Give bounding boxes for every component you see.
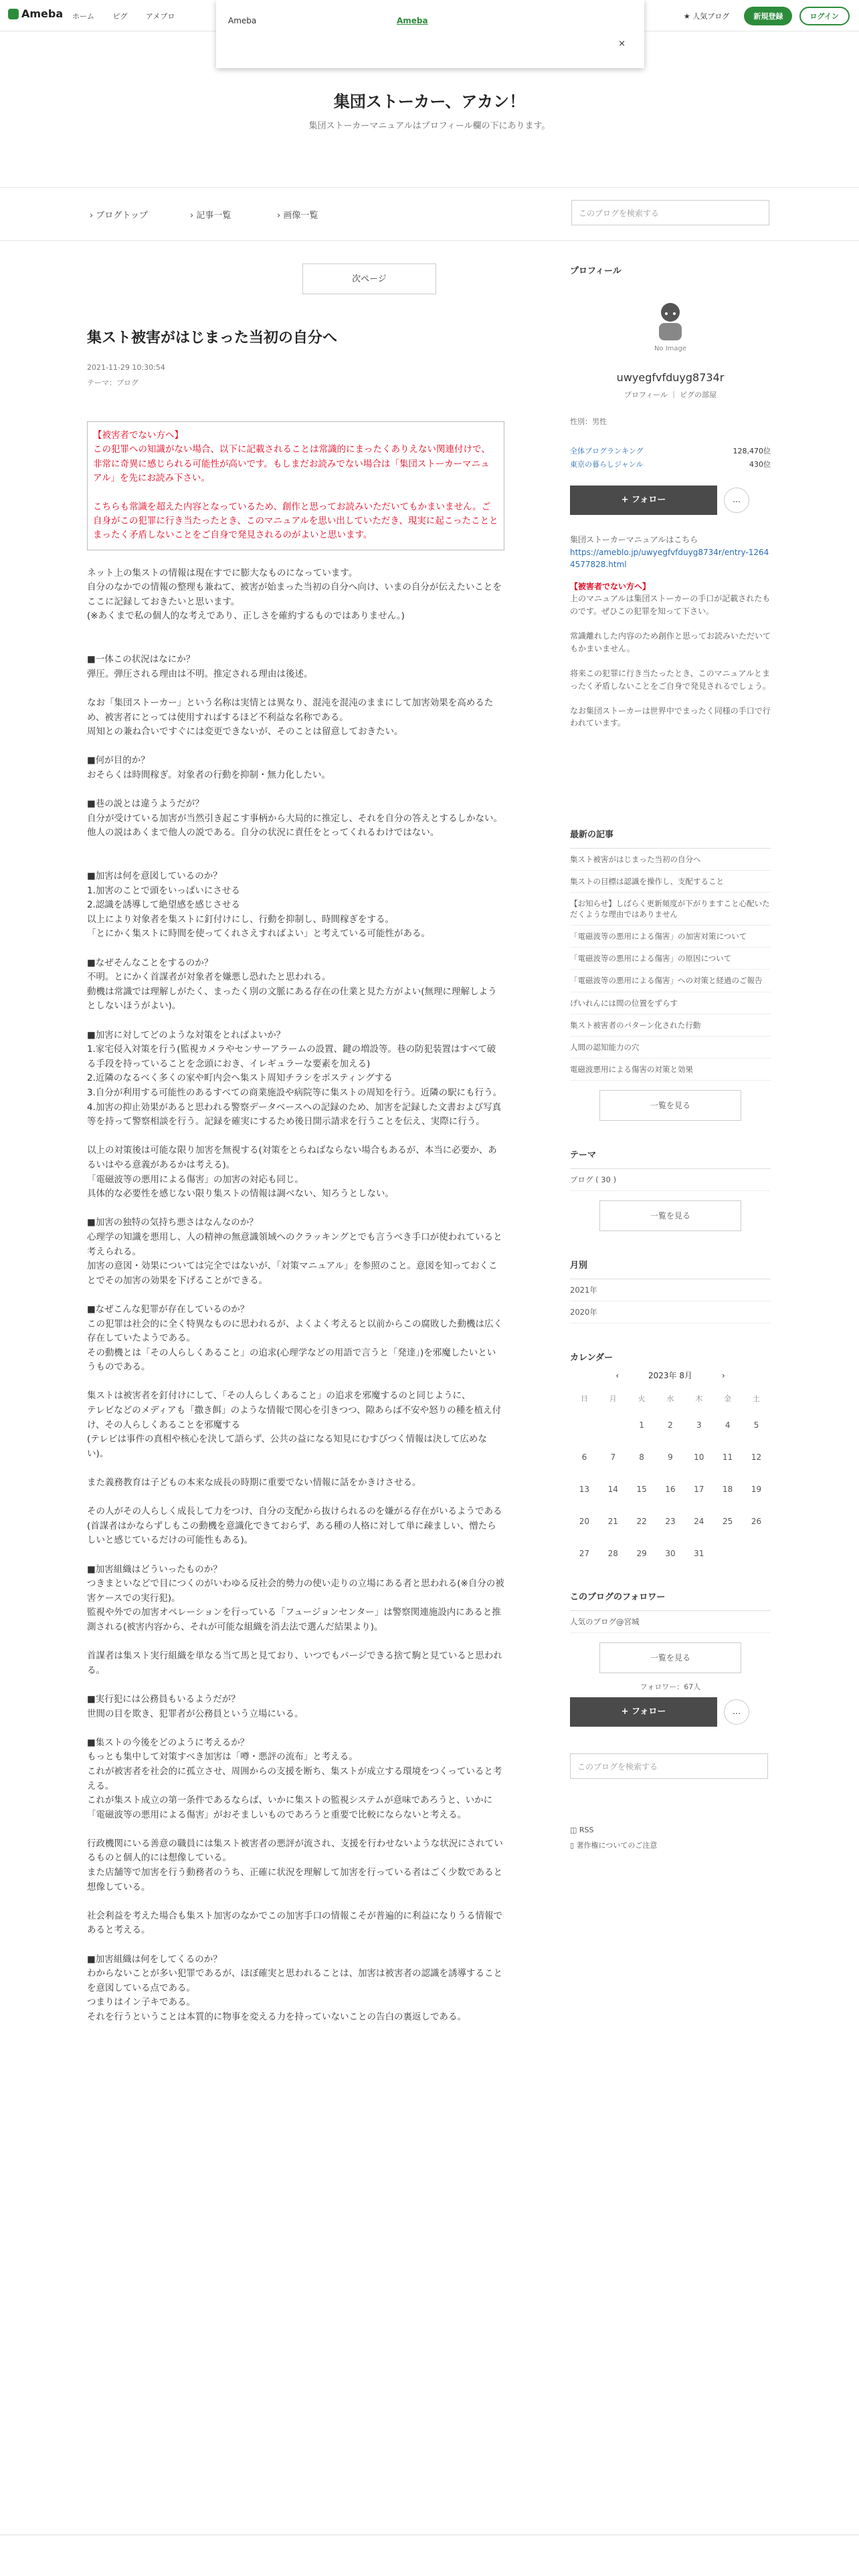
blog-header <box>0 68 859 131</box>
global-nav <box>72 11 191 21</box>
list-item[interactable]: 集ストの目標は認識を操作し、支配すること <box>570 871 771 893</box>
month-item[interactable]: 2020年 <box>570 1301 771 1323</box>
calendar-week: 27 28 29 30 31 <box>579 1549 704 1559</box>
manual-link[interactable]: https://ameblo.jp/uwyegfvfduyg8734r/entry-12644577828.html <box>570 547 769 570</box>
sidebar-search-input[interactable]: このブログを検索する <box>570 1753 768 1779</box>
article-theme[interactable]: テーマ：ブログ <box>87 379 138 387</box>
warning-box <box>87 421 504 550</box>
follow-area-bottom <box>570 1697 771 1727</box>
avatar[interactable] <box>640 296 700 363</box>
article <box>87 263 504 2025</box>
profile-username[interactable]: uwyegfvfduyg8734r <box>616 371 725 384</box>
followers-count: フォロワー：67人 <box>640 1683 701 1692</box>
avatar-label: No Image <box>654 345 687 352</box>
follow-area <box>570 486 771 515</box>
follower-item[interactable]: 人気のブログ@宮城 <box>570 1611 771 1633</box>
nav-blog-top[interactable]: › ブログトップ <box>90 211 148 221</box>
popup-link[interactable]: Ameba <box>397 16 428 25</box>
calendar-nav <box>570 1370 771 1381</box>
monthly-list <box>570 1279 771 1323</box>
rss-icon: ◫ <box>570 1826 579 1835</box>
list-item[interactable]: 【お知らせ】しばらく更新頻度が下がりますこと心配いただくような理由ではありません <box>570 893 771 926</box>
desc-warning: 【被害者でない方へ】 <box>570 581 651 591</box>
recent-list <box>570 848 771 1081</box>
list-item[interactable]: げいれんには間の位置をずらす <box>570 992 771 1014</box>
nav-home[interactable]: ホーム <box>72 12 94 21</box>
calendar-heading: カレンダー <box>570 1353 613 1364</box>
profile-links[interactable]: プロフィール ｜ ピグの部屋 <box>624 391 717 399</box>
desc-body: 上のマニュアルは集団ストーカーの手口が記載されたものです。ぜひこの犯罪を知って下さい。 常識離れした内容のため創作と思ってお読みいただいてもかまいません。 将来この犯罪に行き当たったとき、このマニュアルとまったく矛盾しないことをご自身で発見されるでしょう。 なお集団ストーカーは世界中でまったく同様の手口で行われています。 <box>570 594 771 728</box>
desc-intro: 集団ストーカーマニュアルはこちら <box>570 535 698 544</box>
theme-heading: テーマ <box>570 1150 597 1160</box>
more-icon[interactable]: … <box>724 488 749 513</box>
article-date: 2021-11-29 10:30:54 <box>87 363 165 372</box>
list-item[interactable]: 「電磁波等の悪用による傷害」への対策と経過のご報告 <box>570 970 771 992</box>
follow-button-bottom[interactable]: + フォロー <box>570 1697 717 1727</box>
nav-ameblo[interactable]: アメブロ <box>146 12 175 21</box>
list-item[interactable]: 「電磁波等の悪用による傷害」の加害対策について <box>570 926 771 948</box>
popup-title: Ameba <box>228 16 257 25</box>
ameba-logo[interactable]: Ameba <box>8 7 63 20</box>
signup-button[interactable]: 新規登録 <box>744 7 792 25</box>
popular-blog-link[interactable]: ★ 人気ブログ <box>683 12 730 21</box>
prev-month-icon[interactable]: ‹ <box>615 1371 619 1381</box>
calendar-weekdays: 日 月 火 水 木 金 土 <box>580 1394 761 1404</box>
more-icon[interactable]: … <box>724 1699 749 1725</box>
followers-heading: このブログのフォロワー <box>570 1592 666 1603</box>
profile-desc <box>570 534 771 730</box>
next-month-icon[interactable]: › <box>721 1371 725 1381</box>
sidebar <box>570 263 771 1850</box>
blog-nav <box>0 187 859 241</box>
calendar-month: 2023年 8月 <box>648 1371 692 1381</box>
calendar-table <box>570 1388 771 1570</box>
theme-list <box>570 1168 771 1191</box>
article-title[interactable]: 集スト被害がはじまった当初の自分へ <box>87 330 338 346</box>
next-page-button[interactable]: 次ページ <box>302 263 436 294</box>
nav-pigg[interactable]: ピグ <box>112 12 128 21</box>
login-button[interactable]: ログイン <box>799 7 850 25</box>
blog-title[interactable]: 集団ストーカー、アカン！ <box>333 92 526 111</box>
ranking-list <box>570 445 771 469</box>
calendar-week: 13 14 15 16 17 18 19 <box>579 1485 762 1495</box>
article-body: ネット上の集ストの情報は現在すでに膨大なものになっています。 自分のなかでの情報の整理も兼ねて、被害が始まった当初の自分へ向け、いまの自分が伝えたいことをここに記録しておきたいと思います。 (※あくまで私の個人的な考えであり、正しさを確約するものではありません。) ■一体この状況はなにか？ 弾圧。弾圧される理由は不明。推定される理由は後述。 なお「集団ストーカー」という名称は実情とは異なり、混沌を混沌のままにして加害効果を高めるため、被害者にとっては使用すればするほど不利益な名称である。 周知との兼ね合いですぐには変更できないが、そのことは留意しておきたい。 ■何が目的か？ おそらくは時間稼ぎ。対象者の行動を抑制・無力化したい。 ■巷の説とは違うようだが？ 自分が受けている加害が当然引き起こす事柄から大局的に推定し、それを自分の答えとするしかない。 他人の説はあくまで他人の説である。自分の状況に責任をとってくれるわけではない。 ■加害は何を意図しているのか？ 1.加害のことで頭をいっぱいにさせる 2.認識を誘導して絶望感を感じさせる 以上により対象者を集ストに釘付けにし、行動を抑制し、時間稼ぎをする。 「とにかく集ストに時間を使ってくれさえすればよい」と考えている可能性がある。 ■なぜそんなことをするのか？ 不明。とにかく首謀者が対象者を嫌悪し恐れたと思われる。 動機は常識では理解しがたく、まったく別の文脈にある存在の仕業と見た方がよい(無理に理解しようとしないほうがよい)。 ■加害に対してどのような対策をとればよいか？ 1.家宅侵入対策を行う(監視カメラやセンサーアラームの設置、鍵の増設等。巷の防犯装置はすべて破る手段を持っていることを念頭におき、イレギュラーな要素を加える) 2.近隣のなるべく多くの家や町内会へ集スト周知チラシをポスティングする 3.自分が利用する可能性のあるすべての商業施設や病院等に集ストの周知を行う。近隣の駅にも行う。 4.加害の抑止効果があると思われる警察データベースへの記録のため、加害を記録した文書および写真等を持って警察相談を行う。記録を確実にするため後日開示請求を行うことを伝え、実際に行う。 以上の対策後は可能な限り加害を無視する(対策をとらねばならない場合もあるが、本当に必要か、あるいはやる意義があるかは考える)。 「電磁波等の悪用による傷害」の加害の対応も同じ。 具体的な必要性を感じない限り集ストの情報は調べない、知ろうとしない。 ■加害の独特の気持ち悪さはなんなのか？ 心理学の知識を悪用し、人の精神の無意識領域へのクラッキングとでも言うべき手口が使われていると考えられる。 加害の意図・効果については完全ではないが、「対策マニュアル」を参照のこと。意図を知っておくことでその加害の効果を下げることができる。 ■なぜこんな犯罪が存在しているのか？ この犯罪は社会的に全く特異なものに思われるが、よくよく考えると以前からこの腐敗した動機は広く存在していたようである。 その動機とは「その人らしくあること」の追求(心理学などの用語で言うと「発達」)を邪魔したいというものである。 集ストは被害者を釘付けにして、「その人らしくあること」の追求を邪魔するのと同じように、 テレビなどのメディアも「撒き餌」のような情報で関心を引きつつ、隙あらば不安や怒りの種を植え付け、その人らしくあることを邪魔する (テレビは事件の真相や核心を決して語らず、公共の益になる知見にむすびつく情報は決して広めない)。 また義務教育は子どもの本来な成長の時期に重要でない情報に話をかきけさせる。 その人がその人らしく成長して力をつけ、自分の支配から抜けられるのを嫌がる存在がいるようである (首謀者はかならずしもこの動機を意識化できておらず、ある種の人格に対して単に疎ましい、憎たらしいと感じているだけの可能性もある)。 ■加害組織はどういったものか？ つきまといなどで目につくのがいわゆる反社会的勢力の使い走りの立場にある者と思われる(※自分の被害ケースでの実行犯)。 監視や外での加害オペレーションを行っている「フュージョンセンター」は警察関連施設内にあると推測される(被害内容から、それが可能な組織を消去法で選んだ結果より)。 首謀者は集スト実行組織を単なる当て馬と見ており、いつでもパージできる捨て駒と見ていると思われる。 ■実行犯には公務員もいるようだが？ 世間の目を欺き、犯罪者が公務員という立場にいる。 ■集ストの今後をどのように考えるか？ もっとも集中して対策すべき加害は「噂・悪評の流布」と考える。 これが被害者を社会的に孤立させ、周囲からの支援を断ち、集ストが成立する環境をつくっていると考える。 これが集スト成立の第一条件であるならば、いかに集ストの監視システムが意味であろうと、いかに「電磁波等の悪用による傷害」がおそましいものであろうと重要で比較にならないと考える。 行政機関にいる善意の職員には集スト被害者の悪評が流され、支援を行わせないような状況にされているものと個人的には想像している。 また店舗等で加害を行う動務者のうち、正確に状況を理解して加害を行っている者はごく少数であると想像している。 社会利益を考えた場合も集スト加害のなかでこの加害手口の情報こそが普遍的に利益になりうる情報であると考える。 ■加害組織は何をしてくるのか？ わからないことが多い犯罪であるが、ほぼ確実と思われることは、加害は被害者の認識を誘導することを意図している点である。 つまりはイン子キである。 それを行うということは本質的に物事を変える力を持っていないことの告白の裏返しである。 <box>87 567 504 2022</box>
ameba-logo-icon <box>8 9 19 19</box>
list-item[interactable]: 電磁波悪用による傷害の対策と効果 <box>570 1059 771 1081</box>
calendar-week: 1 2 3 4 5 <box>639 1420 759 1430</box>
list-item[interactable]: 「電磁波等の悪用による傷害」の原因について <box>570 948 771 970</box>
ranking-overall-link[interactable]: 全体ブログランキング <box>570 447 644 455</box>
ranking-genre-link[interactable]: 東京の暮らしジャンル <box>570 460 644 469</box>
rss-link[interactable]: ◫ RSS <box>570 1826 594 1835</box>
recent-list-button[interactable]: 一覧を見る <box>599 1090 741 1121</box>
blog-search-input[interactable]: このブログを検索する <box>571 200 769 225</box>
list-item[interactable]: 集スト被害がはじまった当初の自分へ <box>570 849 771 871</box>
calendar-week: 20 21 22 23 24 25 26 <box>579 1517 762 1527</box>
info-icon: ▯ <box>570 1841 577 1850</box>
month-item[interactable]: 2021年 <box>570 1279 771 1301</box>
list-item[interactable]: 人間の認知能力の穴 <box>570 1037 771 1059</box>
close-icon[interactable]: × <box>618 39 626 49</box>
header-right <box>684 7 850 25</box>
blog-subtitle: 集団ストーカーマニュアルはプロフィール欄の下にあります。 <box>308 121 551 131</box>
copyright-link[interactable]: ▯ 著作権についてのご注意 <box>570 1841 658 1850</box>
profile-sex: 性別：男性 <box>570 417 607 426</box>
followers-list <box>570 1610 771 1633</box>
warning-text: 【被害者でない方へ】 この犯罪への知識がない場合、以下に記載されることは常識的にまったくありえない関連付けで、非常に奇異に感じられる可能性が高いです。もしまだお読みでない場合は「集団ストーカーマニュアル」を先にお読み下さい。 こちらも常識を超えた内容となっているため、創作と思ってお読みいただいてもかまいません。ご自身がこの犯罪に行き当たったとき、このマニュアルを思い出していただき、現実に起こったこととまったく矛盾しないことをご自身で発見されるのがよいと思います。 <box>93 430 498 541</box>
nav-image-list[interactable]: › 画像一覧 <box>277 211 318 221</box>
ad-popup <box>216 0 644 68</box>
followers-list-button[interactable]: 一覧を見る <box>599 1642 741 1673</box>
monthly-heading: 月別 <box>570 1261 588 1271</box>
nav-entry-list[interactable]: › 記事一覧 <box>190 211 231 221</box>
ranking-row: 東京の暮らしジャンル 430位 <box>570 460 771 469</box>
avatar-icon <box>647 296 694 343</box>
ranking-row: 全体ブログランキング 128,470位 <box>570 447 771 455</box>
profile-heading: プロフィール <box>570 266 622 276</box>
recent-heading: 最新の記事 <box>570 829 614 840</box>
theme-list-button[interactable]: 一覧を見る <box>599 1200 741 1231</box>
follow-button[interactable]: + フォロー <box>570 486 717 515</box>
theme-item[interactable]: ブログ ( 30 ) <box>570 1169 771 1191</box>
calendar-week: 6 7 8 9 10 11 12 <box>581 1453 762 1463</box>
list-item[interactable]: 集スト被害者のパターン化された行動 <box>570 1014 771 1037</box>
